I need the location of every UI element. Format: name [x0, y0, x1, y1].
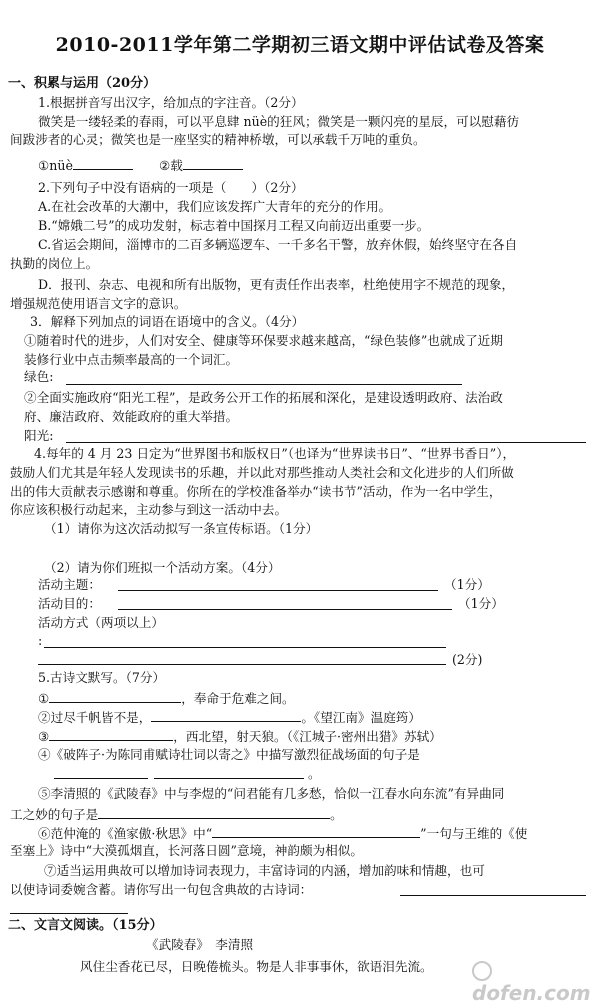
q3-item-2-line-2: 府、廉洁政府、效能政府的重大举措。 — [24, 409, 239, 424]
q4-method-line-2[interactable] — [38, 664, 446, 665]
q5-item-g-line-2: 以使诗词委婉含蓄。请你写出一句包含典故的古诗词： — [10, 882, 313, 897]
q3-item-2-line-1: ②全面实施政府“阳光工程”，是政务公开工作的拓展和深化，是建设透明政府、法治政 — [24, 390, 503, 405]
q5-blank-f[interactable] — [212, 824, 420, 838]
page-title: 2010-2011学年第二学期初三语文期中评估试卷及答案 — [55, 34, 545, 56]
q5-item-e-head: 工之妙的句子是 — [10, 807, 99, 822]
q1-blanks — [38, 156, 600, 174]
q3-answer-line-2[interactable] — [66, 442, 586, 443]
q2-option-d-line-1: D．报刊、杂志、电视和所有出版物，更有责任作出表率，杜绝使用字不规范的现象， — [38, 277, 515, 292]
q3-item-1-line-2: 装修行业中点击频率最高的一个词汇。 — [24, 352, 239, 367]
q4-goal-points: （1分） — [458, 596, 504, 611]
q4-passage-line-4: 你应该积极行动起来，主动参与到这一活动中去。 — [10, 502, 288, 517]
q4-passage-line-1: 4.每年的 4 月 23 日定为“世界图书和版权日”（也译为“世界读书日”、“世界书香日”）， — [34, 446, 516, 461]
q5-item-f-line-1 — [38, 824, 600, 842]
q3-item-1-line-1: ①随着时代的进步，人们对安全、健康等环保要求越来越高，“绿色装修”也就成了近期 — [24, 333, 503, 348]
q5-blank-c[interactable] — [49, 727, 173, 741]
q5-item-a-num: ① — [38, 691, 50, 706]
q5-item-e-line-1: ⑤李清照的《武陵春》中与李煜的“问君能有几多愁，恰似一江春水向东流”有异曲同 — [38, 786, 505, 801]
q3-label-lvse: 绿色: — [24, 369, 54, 384]
q5-item-a-tail: ，奉命于危难之间。 — [181, 691, 295, 706]
q5-item-a — [38, 689, 600, 707]
q4-subquestion-2: （2）请为你们班拟一个活动方案。（4分） — [44, 560, 281, 575]
q5-blank-d-1[interactable] — [54, 778, 148, 779]
q2-option-b: B.“嫦娥二号”的成功发射，标志着中国探月工程又向前迈出重要一步。 — [38, 218, 430, 233]
q2-option-d-line-2: 增强规范使用语言文字的意识。 — [10, 296, 187, 311]
q5-blank-e[interactable] — [98, 805, 330, 819]
q5-item-f-line-2: 至塞上》诗中“大漠孤烟直，长河落日圆”意境，神韵颇为相似。 — [10, 843, 363, 858]
q2-option-a: A.在社会改革的大潮中，我们应该发挥广大青年的充分的作用。 — [38, 199, 392, 214]
q2-stem: 2.下列句子中没有语病的一项是（ ）（2分） — [38, 180, 304, 195]
q4-method-colon: : — [38, 633, 43, 648]
q1-blank-1[interactable] — [73, 156, 133, 170]
q2-option-c-line-1: C.省运会期间，淄博市的二百多辆巡逻车、一千多名干警，放弃休假，始终坚守在各自 — [38, 237, 518, 252]
watermark-text: dofen.com — [472, 981, 591, 1005]
q1-blank-1-label: ①nüè — [38, 158, 73, 173]
q5-item-c-head: ③ — [38, 729, 50, 744]
q5-item-d: ④《破阵子·为陈同甫赋诗壮词以寄之》中描写激烈征战场面的句子是 — [38, 747, 420, 762]
q5-item-b-tail: 。《望江南》温庭筠） — [301, 710, 421, 725]
q1-passage-line-2: 间跋涉者的心灵；微笑也是一座坚实的精神桥墩，可以承载千万吨的重负。 — [10, 132, 426, 147]
poem-line: 风住尘香花已尽，日晚倦梳头。物是人非事事休，欲语泪先流。 — [80, 959, 433, 974]
q5-item-b-head: ②过尽千帆皆不是， — [38, 710, 152, 725]
watermark-logo — [472, 957, 592, 1005]
q4-subquestion-1: （1）请你为这次活动拟写一条宣传标语。（1分） — [44, 521, 319, 536]
q5-blank-b[interactable] — [151, 708, 301, 722]
q5-blank-g-2[interactable] — [10, 913, 128, 914]
q3-stem: 3．解释下列加点的词语在语境中的含义。（4分） — [30, 314, 305, 329]
q4-theme-label: 活动主题： — [38, 577, 101, 592]
q4-goal-line[interactable] — [118, 609, 452, 610]
q4-passage-line-2: 鼓励人们尤其是年轻人发现读书的乐趣，并以此对那些推动人类社会和文化进步的人们所做 — [10, 465, 514, 480]
q4-method-points: (2分) — [452, 652, 483, 667]
q5-item-b — [38, 708, 600, 726]
q5-item-e-line-2 — [10, 805, 600, 823]
q5-item-c-tail: ，西北望，射天狼。（《江城子·密州出猎》苏轼） — [173, 729, 442, 744]
q1-blank-2-label: ②载 — [159, 158, 183, 173]
q5-item-f-head: ⑥范仲淹的《渔家傲·秋思》中“ — [38, 826, 213, 841]
q2-option-c-line-2: 执勤的岗位上。 — [10, 256, 99, 271]
q5-blank-d-2[interactable] — [154, 778, 304, 779]
q3-answer-line-1[interactable] — [66, 384, 462, 385]
section-1-heading: 一、积累与运用（20分） — [8, 76, 157, 91]
q4-goal-label: 活动目的： — [38, 596, 101, 611]
q4-passage-line-3: 出的伟大贡献表示感谢和尊重。你所在的学校准备举办“读书节”活动，作为一名中学生， — [10, 484, 502, 499]
q4-theme-points: （1分） — [444, 577, 490, 592]
q5-item-f-tail: ”一句与王维的《使 — [420, 826, 528, 841]
q1-blank-2[interactable] — [183, 156, 243, 170]
q5-item-g-line-1: ⑦适当运用典故可以增加诗词表现力，丰富诗词的内涵，增加韵味和情趣，也可 — [44, 863, 485, 878]
poem-title: 《武陵春》 李清照 — [146, 937, 254, 952]
q5-item-c — [38, 727, 600, 745]
q4-method-label: 活动方式（两项以上） — [38, 615, 164, 630]
q4-theme-line[interactable] — [118, 590, 438, 591]
section-2-heading: 二、文言文阅读。（15分） — [8, 918, 163, 933]
q3-label-yangguang: 阳光: — [24, 428, 54, 443]
q4-method-line-1[interactable] — [44, 647, 446, 648]
q5-blank-a[interactable] — [49, 689, 181, 703]
q1-stem: 1.根据拼音写出汉字，给加点的字注音。（2分） — [38, 95, 304, 110]
q5-item-d-end: 。 — [308, 766, 321, 781]
q5-blank-g-1[interactable] — [400, 895, 586, 896]
q5-stem: 5.古诗文默写。（7分） — [38, 670, 166, 685]
watermark-circle-icon — [472, 961, 492, 981]
q5-item-e-end: 。 — [330, 807, 343, 822]
q1-passage-line-1: 微笑是一缕轻柔的春雨，可以平息肆 nüè的狂风；微笑是一颗闪亮的星辰，可以慰藉彷 — [38, 114, 520, 129]
